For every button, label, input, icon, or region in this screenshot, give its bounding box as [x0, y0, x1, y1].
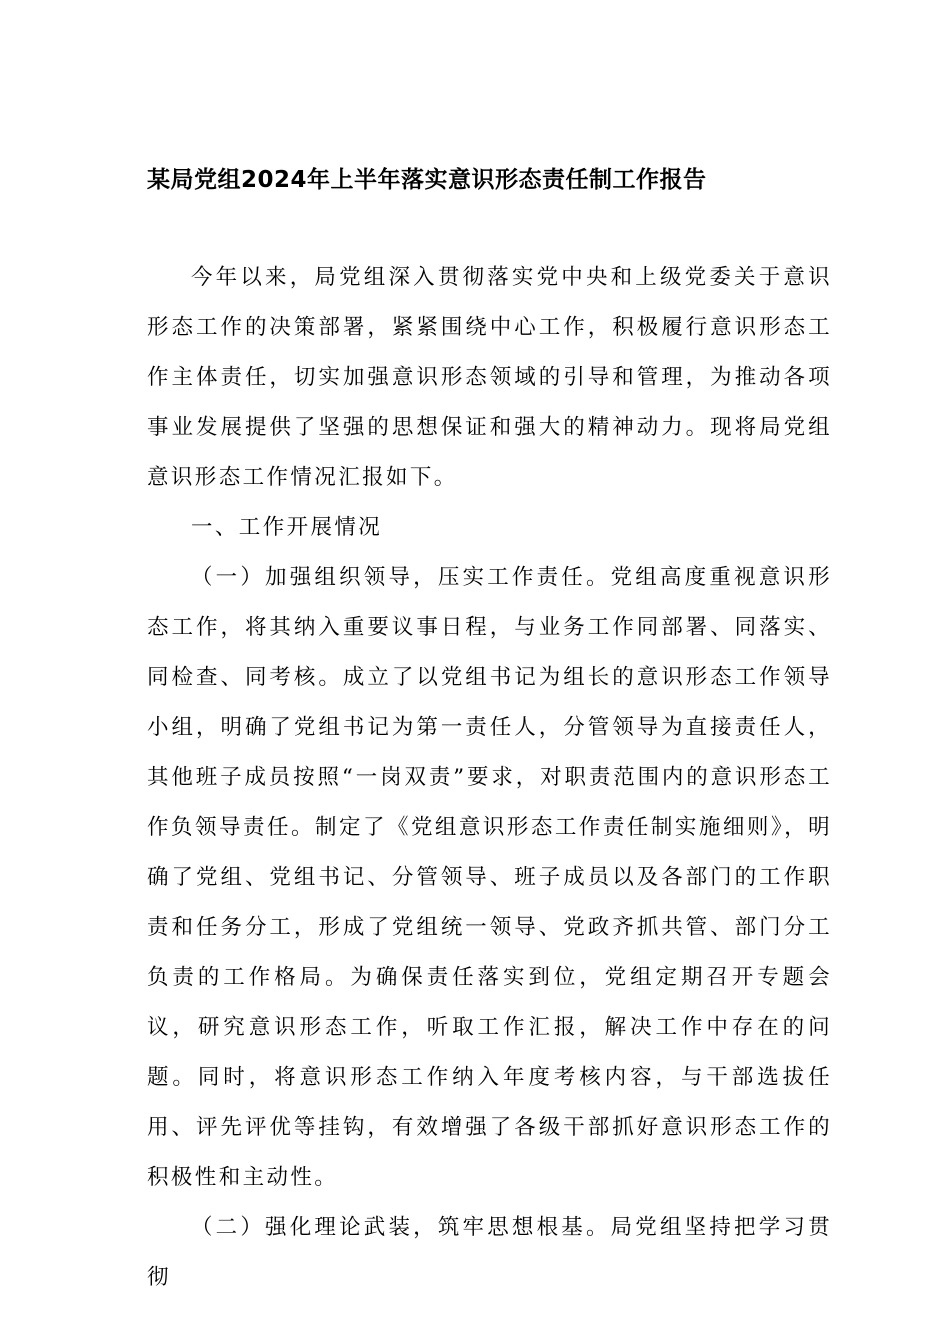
paragraph-item-2: （二）强化理论武装，筑牢思想根基。局党组坚持把学习贯彻: [147, 1215, 832, 1290]
section-heading: 一、工作开展情况: [191, 515, 383, 540]
document-title: 某局党组2024年上半年落实意识形态责任制工作报告: [147, 167, 707, 193]
paragraph-item-1: （一）加强组织领导，压实工作责任。党组高度重视意识形态工作，将其纳入重要议事日程，与业务工作同部署、同落实、同检查、同考核。成立了以党组书记为组长的意识形态工作领导小组，明确了党组书记为第一责任人，分管领导为直接责任人，其他班子成员按照“一岗双责”要求，对职责范围内的意识形态工作负领导责任。制定了《党组意识形态工作责任制实施细则》，明确了党组、党组书记、分管领导、班子成员以及各部门的工作职责和任务分工，形成了党组统一领导、党政齐抓共管、部门分工负责的工作格局。为确保责任落实到位，党组定期召开专题会议，研究意识形态工作，听取工作汇报，解决工作中存在的问题。同时，将意识形态工作纳入年度考核内容，与干部选拔任用、评先评优等挂钩，有效增强了各级干部抓好意识形态工作的积极性和主动性。: [147, 565, 832, 1190]
paragraph-intro: 今年以来，局党组深入贯彻落实党中央和上级党委关于意识形态工作的决策部署，紧紧围绕中心工作，积极履行意识形态工作主体责任，切实加强意识形态领域的引导和管理，为推动各项事业发展提供了坚强的思想保证和强大的精神动力。现将局党组意识形态工作情况汇报如下。: [147, 265, 832, 490]
document-body: [147, 253, 832, 1303]
